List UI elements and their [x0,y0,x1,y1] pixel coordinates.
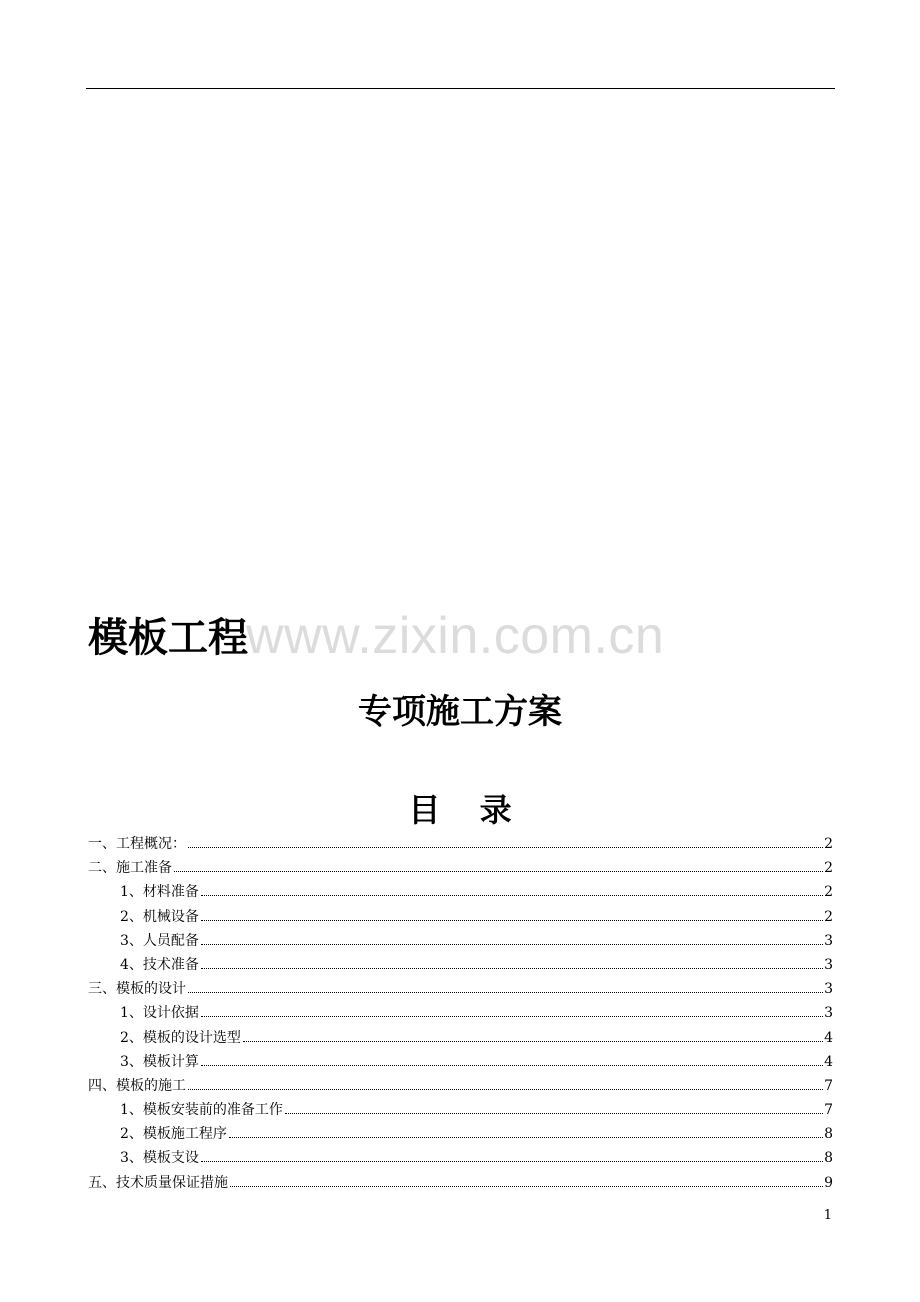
document-title: 模板工程 [88,615,248,661]
toc-entry-label: 2、模板施工程序 [120,1126,227,1143]
toc-dot-leader [201,968,823,969]
toc-dot-leader [188,992,823,993]
toc-entry-label: 二、施工准备 [88,860,172,877]
toc-entry-label: 4、技术准备 [120,956,199,973]
toc-entry-label: 四、模板的施工 [88,1077,186,1094]
toc-entry-label: 3、模板计算 [120,1053,199,1070]
toc-entry[interactable] [88,1171,833,1195]
toc-entry-label: 2、模板的设计选型 [120,1029,241,1046]
toc-dot-leader [201,944,823,945]
toc-heading: 目 录 [408,791,512,829]
toc-entry-label: 3、人员配备 [120,932,199,949]
toc-entry-page: 9 [824,1174,833,1191]
toc-entry-label: 1、模板安装前的准备工作 [120,1102,283,1119]
toc-entry-page: 3 [824,1005,833,1022]
toc-entry[interactable] [88,929,833,953]
page-number: 1 [823,1208,832,1223]
toc-dot-leader [201,920,823,921]
toc-entry-page: 8 [824,1150,833,1167]
toc-entry-page: 4 [824,1053,833,1070]
toc-entry[interactable] [88,953,833,977]
toc-entry[interactable] [88,1050,833,1074]
toc-entry-page: 4 [824,1029,833,1046]
toc-dot-leader [201,1016,823,1017]
watermark: www.zixin.com.cn [246,607,665,665]
toc-entry-page: 3 [824,956,833,973]
toc-entry[interactable] [88,1001,833,1025]
toc-entry-page: 8 [824,1126,833,1143]
toc-entry[interactable] [88,1122,833,1146]
toc-entry-label: 1、材料准备 [120,884,199,901]
toc-dot-leader [174,871,823,872]
toc-dot-leader [201,895,823,896]
header-rule [86,88,835,89]
toc-entry-label: 一、工程概况： [88,836,186,852]
toc-entry[interactable] [88,1098,833,1122]
toc-entry[interactable] [88,1074,833,1098]
toc-entry-page: 2 [824,836,833,852]
toc-dot-leader [188,1089,823,1090]
table-of-contents [88,832,833,1195]
toc-entry[interactable] [88,977,833,1001]
toc-entry[interactable] [88,880,833,904]
toc-entry[interactable] [88,1026,833,1050]
toc-dot-leader [201,1161,823,1162]
toc-dot-leader [229,1137,823,1138]
toc-entry-label: 三、模板的设计 [88,981,186,998]
toc-entry-label: 1、设计依据 [120,1005,199,1022]
toc-entry-page: 2 [824,884,833,901]
toc-entry[interactable] [88,856,833,880]
toc-dot-leader [285,1113,823,1114]
toc-dot-leader [201,1065,823,1066]
toc-dot-leader [243,1041,823,1042]
toc-entry-page: 2 [824,908,833,925]
toc-dot-leader [188,847,823,848]
toc-entry-label: 五、技术质量保证措施 [88,1174,228,1191]
toc-entry-page: 7 [824,1077,833,1094]
toc-entry-page: 2 [824,860,833,877]
toc-dot-leader [230,1186,823,1187]
toc-entry-page: 7 [824,1102,833,1119]
document-subtitle: 专项施工方案 [358,692,562,732]
toc-entry[interactable] [88,832,833,856]
toc-entry-label: 3、模板支设 [120,1150,199,1167]
toc-entry-page: 3 [824,981,833,998]
toc-entry-label: 2、机械设备 [120,908,199,925]
toc-entry[interactable] [88,1146,833,1170]
toc-entry-page: 3 [824,932,833,949]
toc-entry[interactable] [88,905,833,929]
